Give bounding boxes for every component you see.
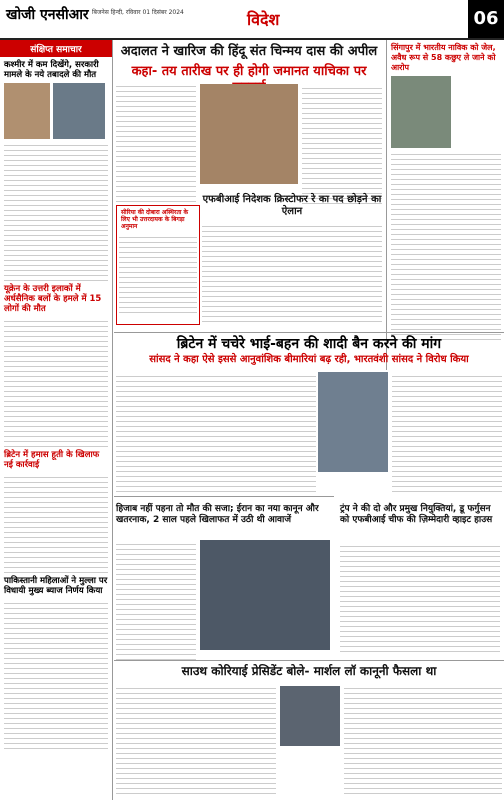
dateline: बिजनेस हिन्दी, रविवार 01 दिसंबर 2024	[92, 9, 184, 16]
korea-body2	[344, 684, 502, 794]
left-story2-headline: यूक्रेन के उत्तरी इलाकों में अर्धसैनिक बलों के हमले में 15 लोगों की मौत	[4, 284, 102, 314]
britain-photo	[318, 372, 388, 472]
britain-body2	[392, 372, 502, 492]
divider-3	[114, 660, 504, 661]
page-number: 06	[468, 0, 504, 38]
iran-headline: हिजाब नहीं पहना तो मौत की सजा; ईरान का नया कानून और खतरनाक, 2 साल पहले खिलाफत में उठी थी आवाजें	[116, 504, 319, 525]
left-story3-headline: ब्रिटेन में हमास हूती के खिलाफ नई कार्रवाई	[4, 450, 100, 470]
britain-headline	[114, 336, 504, 368]
fbi-story-body	[202, 222, 382, 322]
left-story4-body	[4, 599, 108, 749]
fbi-story	[200, 190, 384, 222]
left-column	[0, 40, 113, 800]
left-story4-headline: पाकिस्तानी महिलाओं ने मुल्ला पर विधायी मुख्य ब्याज निर्णय किया	[4, 576, 108, 596]
main-story-photo	[200, 84, 298, 184]
left-story2-body	[4, 317, 108, 447]
left-story3-body	[4, 473, 108, 573]
left-story1-headline: कश्मीर में कम दिखेंगे, सरकारी मामले के नये तबादले की मौत	[4, 60, 99, 80]
britain-subheadline-text: सांसद ने कहा ऐसे इससे आनुवांशिक बीमारियां बढ़ रही, भारतवंशी सांसद ने विरोध किया	[149, 354, 469, 365]
iran-body	[116, 540, 196, 660]
section-title: विदेश	[247, 10, 280, 29]
right-column	[386, 40, 504, 370]
iran-photo	[200, 540, 330, 650]
main-story-body	[116, 82, 196, 202]
korea-photo	[280, 686, 340, 746]
britain-headline-text: ब्रिटेन में चचेरे भाई-बहन की शादी बैन करने की मांग	[176, 336, 442, 352]
masthead	[0, 0, 504, 40]
main-headline: अदालत ने खारिज की हिंदू संत चिन्मय दास की अपील	[120, 44, 378, 59]
divider-1	[114, 332, 504, 333]
korea-headline: साउथ कोरियाई प्रेसिडेंट बोले- मार्शल लॉ कानूनी फैसला था	[181, 664, 437, 678]
left-story1-photo2	[53, 83, 105, 139]
newspaper-logo: खोजी एनसीआर	[6, 7, 89, 23]
brief-news-banner: संक्षिप्त समाचार	[0, 40, 112, 57]
right-photo	[391, 76, 451, 148]
main-subheadline: कहा- तय तारीख पर ही होगी जमानत याचिका पर	[131, 64, 367, 79]
syria-box	[116, 205, 200, 325]
trump-headline: ट्रंप ने की दो और प्रमुख नियुक्तियां, डू फर्गुसन को एफबीआई चीफ की ज़िम्मेदारी व्हाइट हाउस	[340, 504, 493, 525]
fbi-headline: एफबीआई निदेशक क्रिस्टोफर रे का पद छोड़ने का ऐलान	[202, 194, 382, 217]
syria-headline: सीरिया की दोबारा अस्थिरता के लिए भी उत्तरदायक के बिगड़ा अनुमान	[121, 209, 189, 230]
trump-body	[340, 542, 500, 652]
right-headline: सिंगापुर में भारतीय नाविक को जेल, अवैध रूप से 58 कछुए ले जाने को आरोप	[391, 43, 496, 72]
left-story1-body	[4, 141, 108, 281]
iran-story	[114, 500, 334, 530]
britain-body	[116, 372, 316, 492]
syria-body	[119, 233, 197, 317]
left-story1-photo	[4, 83, 50, 139]
trump-story	[338, 500, 504, 530]
right-body	[391, 150, 501, 340]
divider-2	[114, 496, 334, 497]
korea-body	[116, 684, 276, 794]
main-story-body2	[302, 84, 382, 204]
